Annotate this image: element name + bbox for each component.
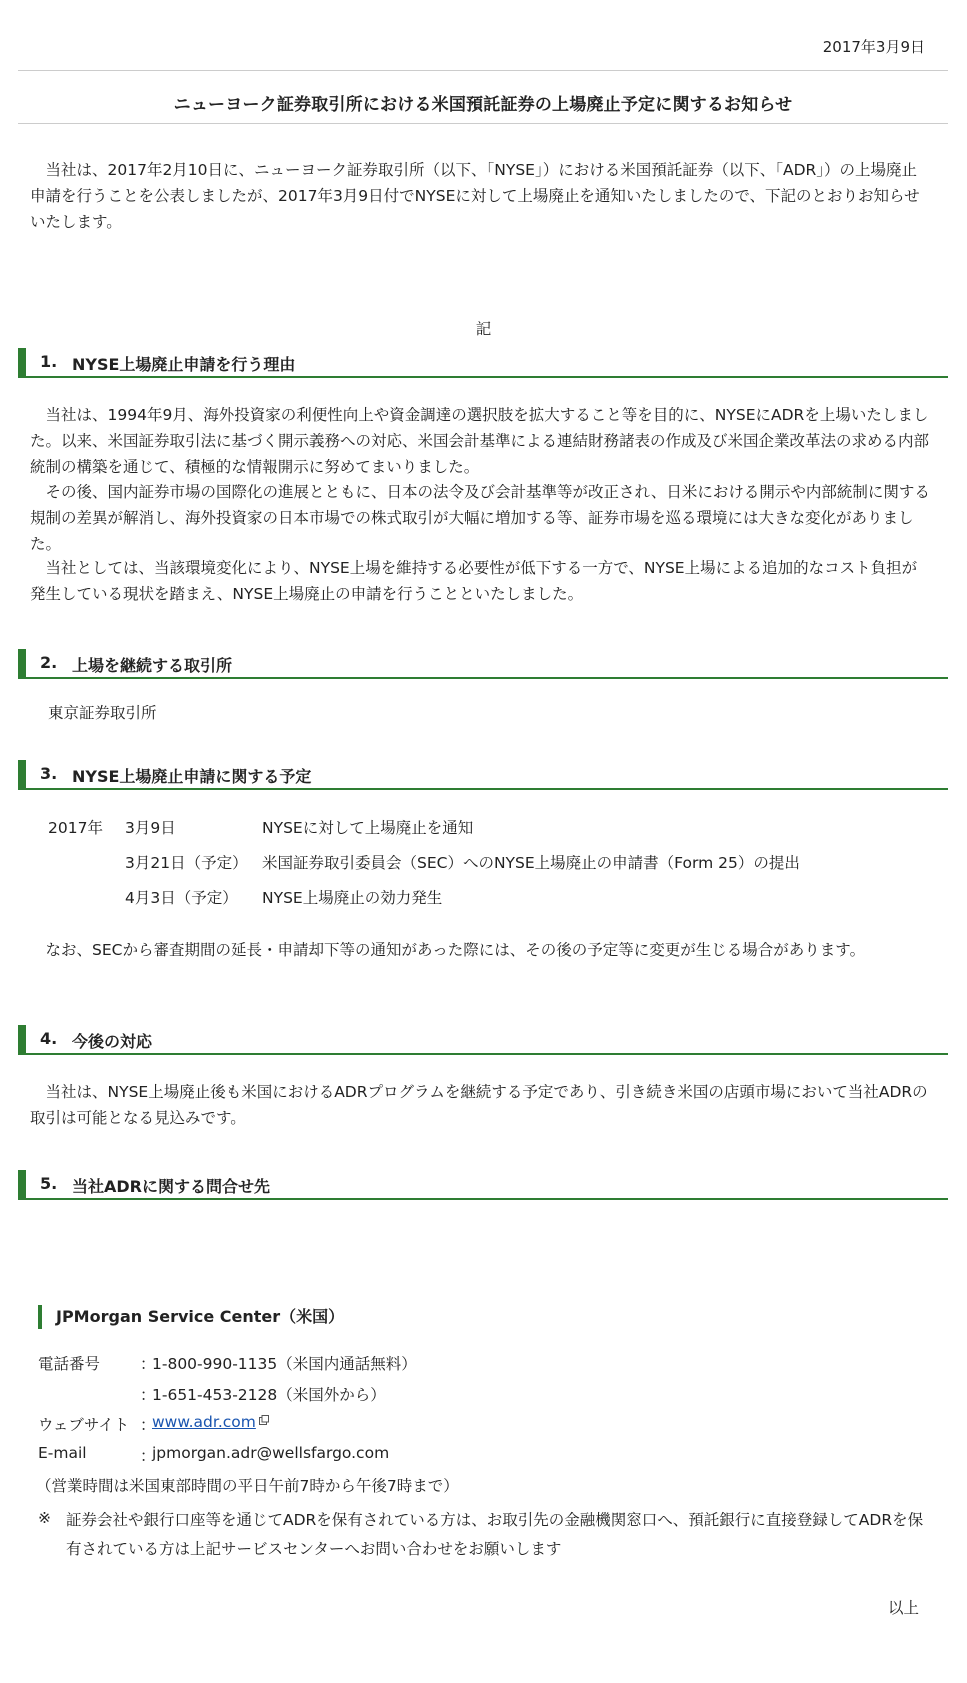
footnote-text: 証券会社や銀行口座等を通じてADRを保有されている方は、お取引先の金融機関窓口へ、預託銀行に直接登録してADRを保有されている方は上記サービスセンターへお問い合わせをお願いします [66,1511,924,1558]
external-link-icon[interactable] [259,1415,269,1425]
email-address: jpmorgan.adr@wellsfargo.com [152,1444,390,1462]
section-title: NYSE上場廃止申請に関する予定 [72,767,312,786]
section-accent-bar [18,348,26,376]
ki-marker: 記 [475,320,492,338]
schedule-date: 3月9日 [125,819,176,837]
section-1-paragraph-3: 当社としては、当該環境変化により、NYSE上場を維持する必要性が低下する一方で、NYSE上場による追加的なコスト負担が発生している現状を踏まえ、NYSE上場廃止の申請を行うことといたしました。 [30,559,918,603]
section-4-heading [18,1025,948,1055]
section-1-paragraph-2: その後、国内証券市場の国際化の進展とともに、日本の法令及び会計基準等が改正され、日米における開示や内部統制に関する規制の差異が解消し、海外投資家の日本市場での株式取引が大幅に増加する等、証券市場を巡る環境には大きな変化がありました。 [30,483,930,553]
continuing-exchange: 東京証券取引所 [48,704,157,722]
section-title: 上場を継続する取引所 [72,656,233,675]
website-label: ウェブサイト [38,1416,130,1434]
section-accent-bar [18,760,26,788]
section-number: 2. [40,653,58,672]
top-divider [18,70,948,71]
website-link-wrap [152,1413,269,1431]
section-title: 当社ADRに関する問合せ先 [72,1177,270,1196]
schedule-event: NYSEに対して上場廃止を通知 [262,819,474,837]
phone-number-international: 1-651-453-2128（米国外から） [152,1386,386,1404]
schedule-event: NYSE上場廃止の効力発生 [262,889,443,907]
section-title: NYSE上場廃止申請を行う理由 [72,355,296,374]
section-accent-bar [18,649,26,677]
colon: ： [140,1416,156,1434]
section-accent-bar [18,1025,26,1053]
business-hours: （営業時間は米国東部時間の平日午前7時から午後7時まで） [36,1477,459,1495]
section-2-heading [18,649,948,679]
schedule-date: 3月21日（予定） [125,854,248,872]
schedule-year: 2017年 [48,819,103,837]
title-divider [18,123,948,124]
closing-mark: 以上 [887,1599,919,1617]
phone-number-domestic: 1-800-990-1135（米国内通話無料） [152,1355,417,1373]
section-number: 3. [40,764,58,783]
schedule-event: 米国証券取引委員会（SEC）へのNYSE上場廃止の申請書（Form 25）の提出 [262,854,800,872]
section-3-heading [18,760,948,790]
schedule-date: 4月3日（予定） [125,889,238,907]
email-label: E-mail [38,1444,87,1462]
contact-heading: JPMorgan Service Center（米国） [38,1305,344,1329]
page-title: ニューヨーク証券取引所における米国預託証券の上場廃止予定に関するお知らせ [173,95,793,115]
section-number: 1. [40,352,58,371]
colon: ： [140,1355,156,1373]
section-1-heading [18,348,948,378]
colon: ： [140,1386,156,1404]
future-response-paragraph: 当社は、NYSE上場廃止後も米国におけるADRプログラムを継続する予定であり、引き続き米国の店頭市場において当社ADRの取引は可能となる見込みです。 [30,1083,928,1127]
release-date: 2017年3月9日 [822,38,925,56]
section-number: 4. [40,1029,58,1048]
note-mark: ※ [38,1509,51,1527]
section-5-heading [18,1170,948,1200]
section-title: 今後の対応 [72,1032,153,1051]
schedule-note: なお、SECから審査期間の延長・申請却下等の通知があった際には、その後の予定等に変更が生じる場合があります。 [45,941,866,959]
website-link[interactable]: www.adr.com [152,1413,256,1431]
section-number: 5. [40,1174,58,1193]
section-1-paragraph-1: 当社は、1994年9月、海外投資家の利便性向上や資金調達の選択肢を拡大すること等を目的に、NYSEにADRを上場いたしました。以来、米国証券取引法に基づく開示義務への対応、米国会計基準による連結財務諸表の作成及び米国企業改革法の求める内部統制の構築を通じて、積極的な情報開示に努めてまいりました。 [30,406,930,476]
phone-label: 電話番号 [38,1355,101,1373]
intro-paragraph: 当社は、2017年2月10日に、ニューヨーク証券取引所（以下、「NYSE」）における米国預託証券（以下、「ADR」）の上場廃止申請を行うことを公表しましたが、2017年3月9日付でNYSEに対して上場廃止を通知いたしましたので、下記のとおりお知らせいたします。 [30,161,920,231]
section-accent-bar [18,1170,26,1198]
colon: ： [140,1447,156,1465]
